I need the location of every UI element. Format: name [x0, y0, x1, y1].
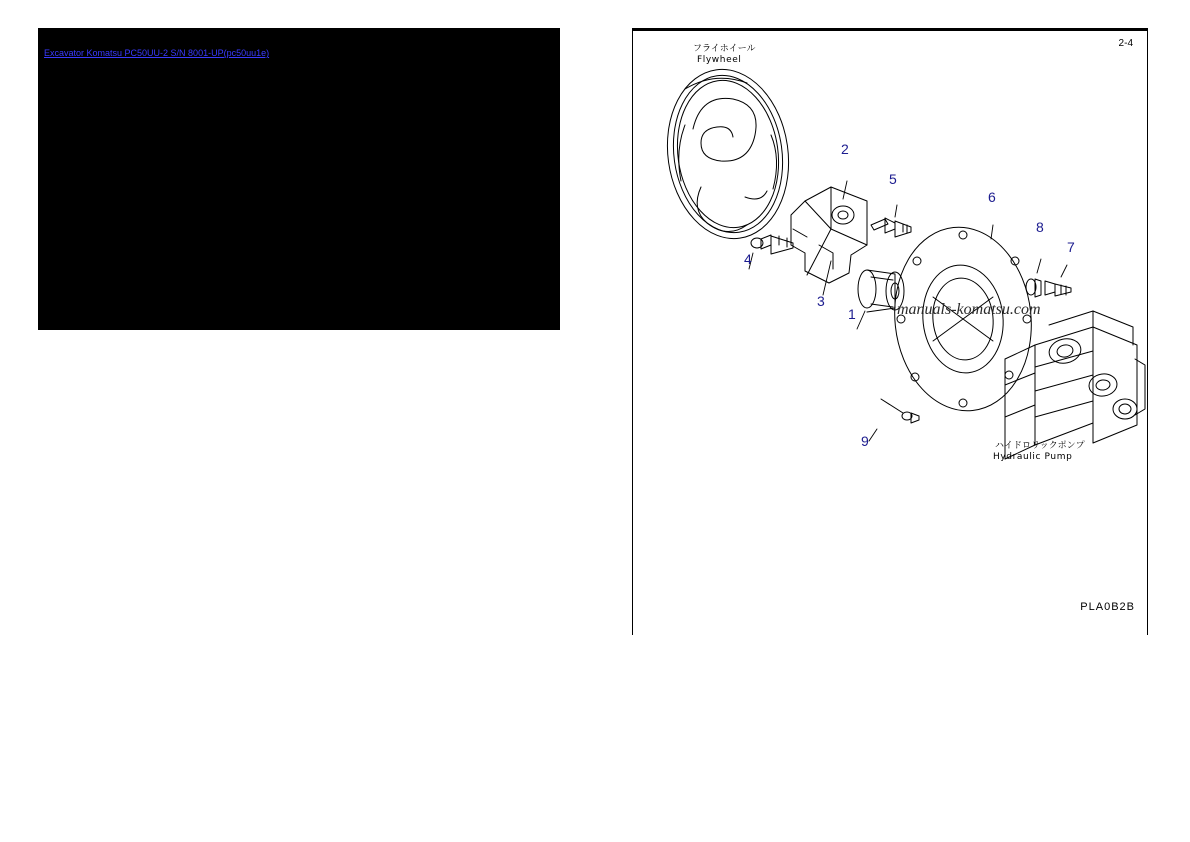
flywheel-graphic [657, 61, 799, 246]
thumbnail-panel [38, 28, 560, 330]
bolt-5-graphic [871, 218, 911, 237]
callout-2: 2 [841, 141, 849, 157]
exploded-parts-drawing [633, 29, 1147, 635]
callout-3: 3 [817, 293, 825, 309]
bolt-9-graphic [881, 399, 919, 423]
parts-diagram-panel [632, 28, 1148, 635]
callout-5: 5 [889, 171, 897, 187]
bolt-7-8-graphic [1026, 279, 1071, 297]
bolt-4-graphic [751, 235, 793, 254]
callout-6: 6 [988, 189, 996, 205]
flywheel-label-jp: フライホイール [693, 44, 756, 54]
callout-9: 9 [861, 433, 869, 449]
callout-8: 8 [1036, 219, 1044, 235]
figure-code: PLA0B2B [1080, 601, 1135, 613]
callout-4: 4 [744, 251, 752, 267]
hydraulic-pump-label-en: Hydraulic Pump [993, 452, 1073, 462]
callout-1: 1 [848, 306, 856, 322]
flywheel-label-en: Flywheel [697, 55, 742, 65]
hydraulic-pump-label-jp: ハイドロリックポンプ [995, 441, 1085, 451]
callout-7: 7 [1067, 239, 1075, 255]
document-title-link[interactable]: Excavator Komatsu PC50UU-2 S/N 8001-UP(pc50uu1e) [44, 48, 270, 58]
watermark-text: manuals-komatsu.com [897, 301, 1041, 318]
mounting-flange-graphic [886, 220, 1040, 417]
hydraulic-pump-graphic [1005, 311, 1145, 459]
page-code: 2-4 [1118, 38, 1133, 49]
